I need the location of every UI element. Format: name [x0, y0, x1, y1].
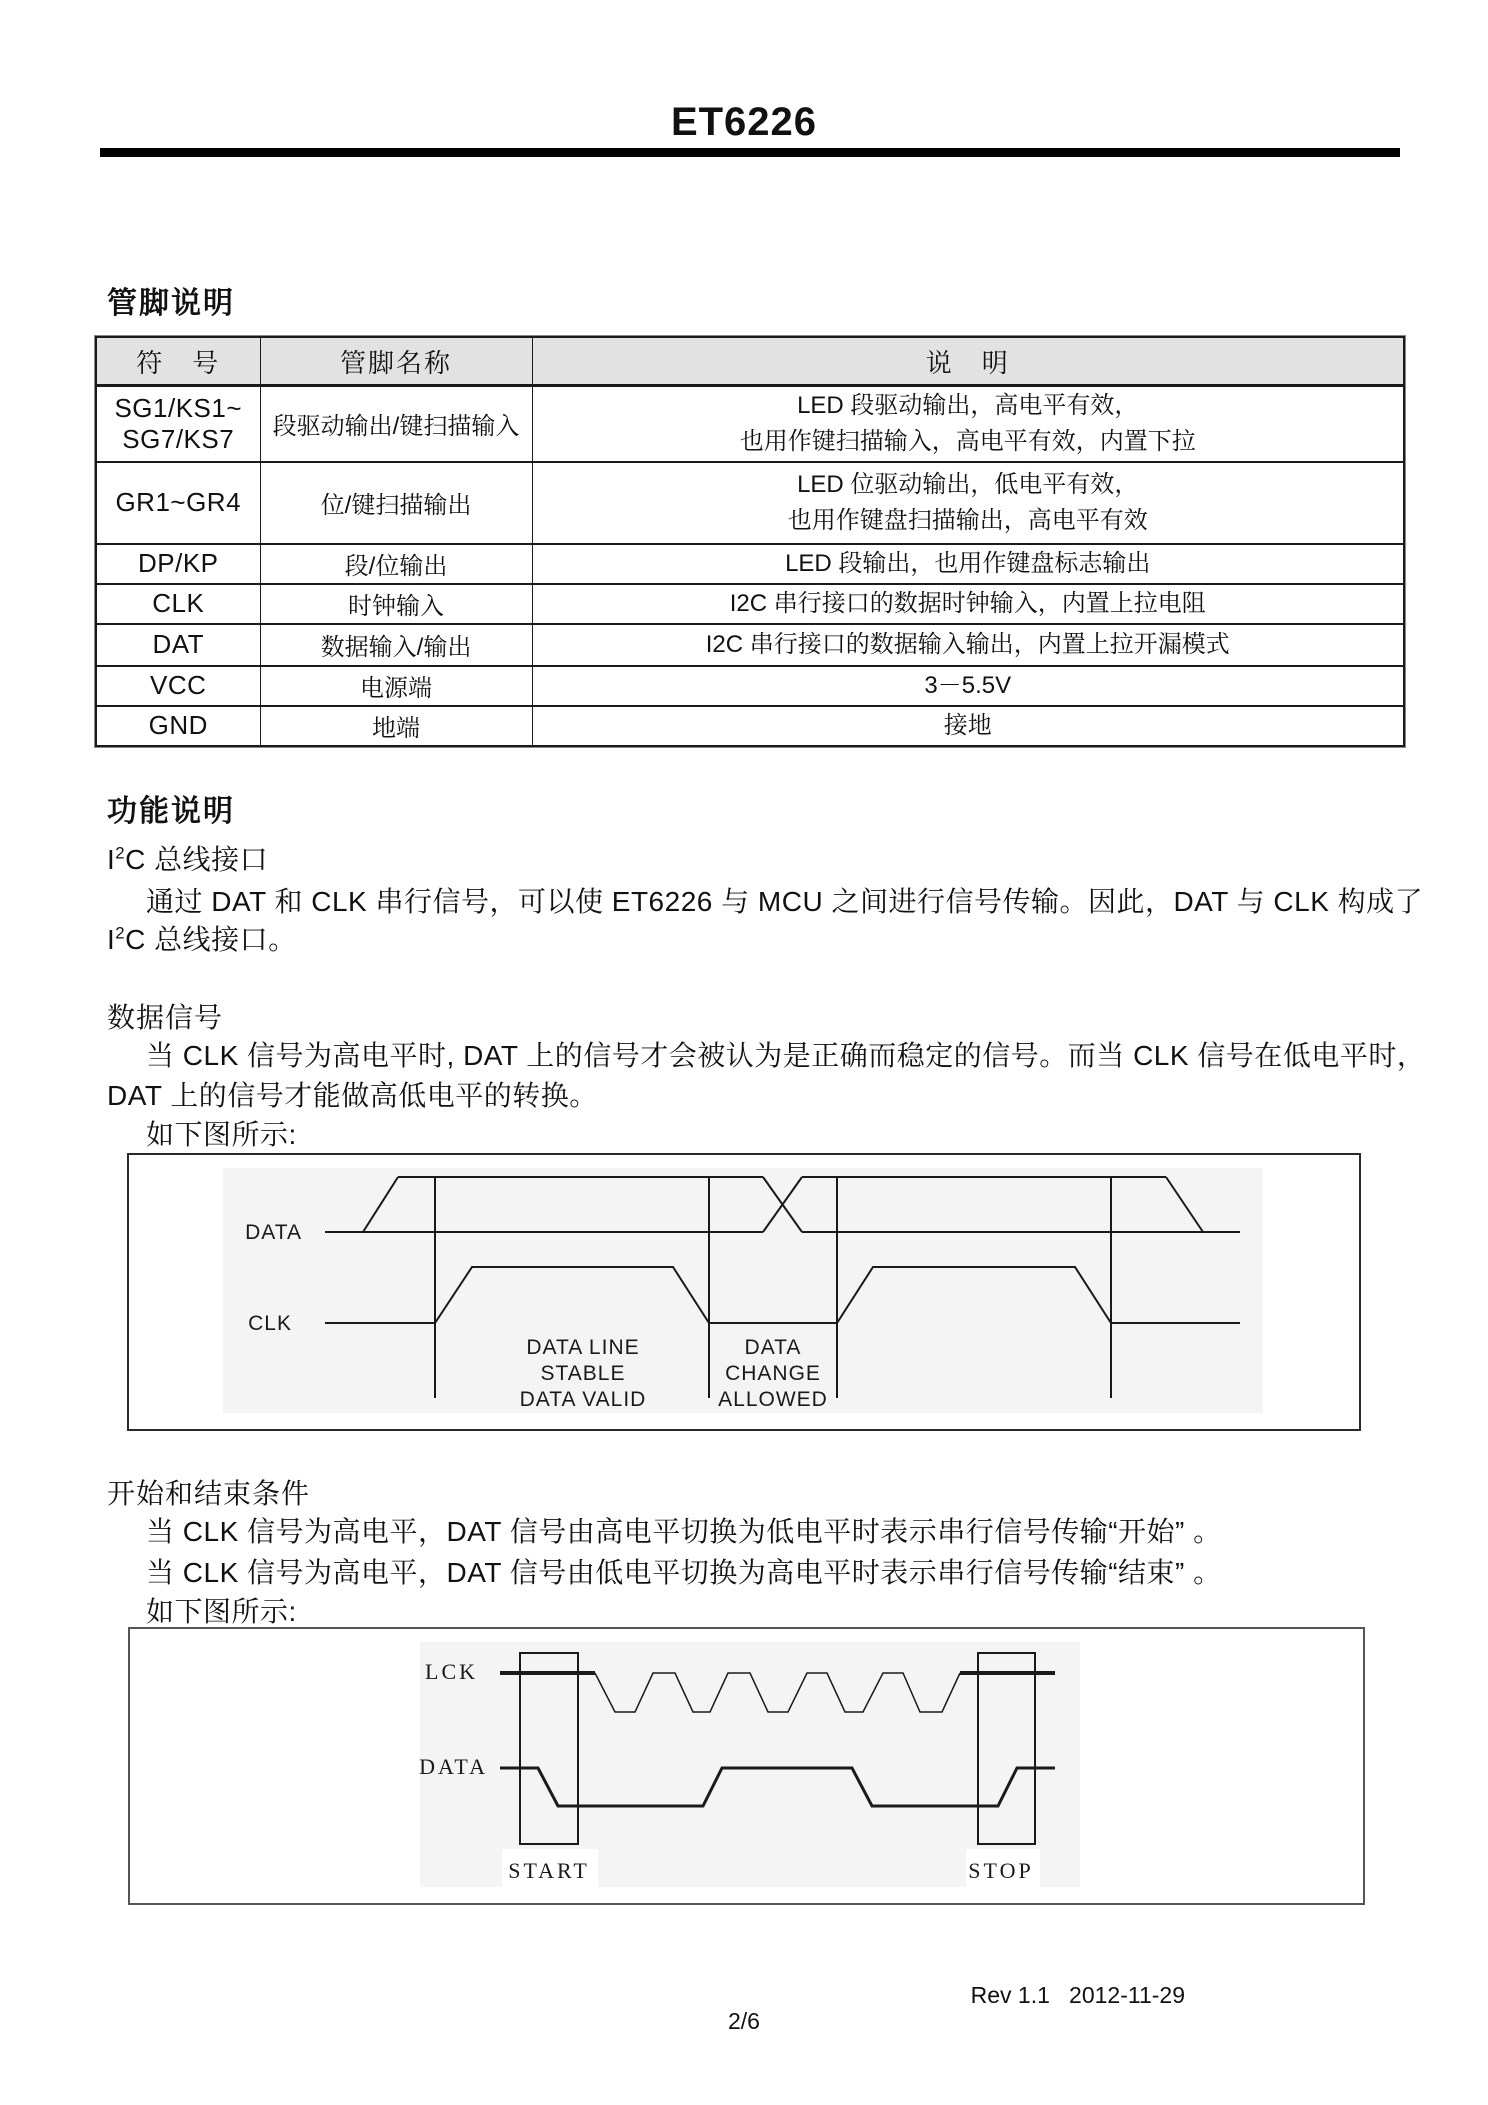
pin-name-cell: 位/键扫描输出	[260, 462, 532, 544]
page-title: ET6226	[670, 100, 818, 144]
title-rule	[100, 148, 1400, 157]
pin-description-table	[95, 336, 1405, 747]
revision-date: 2012-11-29	[1069, 1982, 1185, 2008]
stop-condition-line: 当 CLK 信号为高电平，DAT 信号由低电平切换为高电平时表示串行信号传输“结束” 。	[146, 1557, 1222, 1588]
svg-text:DATA: DATA	[744, 1336, 802, 1359]
table-row	[96, 544, 1404, 584]
data-signal-heading: 数据信号	[107, 1002, 224, 1033]
pin-description-cell: 接地	[532, 706, 1404, 746]
pin-symbol-cell: DP/KP	[96, 544, 260, 584]
lck-signal-label: LCK	[425, 1659, 478, 1684]
pin-description-cell: LED 段输出，也用作键盘标志输出	[532, 544, 1404, 584]
pin-description-cell: I2C 串行接口的数据输入输出，内置上拉开漏模式	[532, 624, 1404, 666]
svg-text:CHANGE: CHANGE	[725, 1362, 821, 1385]
pin-description-cell: I2C 串行接口的数据时钟输入，内置上拉电阻	[532, 584, 1404, 624]
table-row	[96, 386, 1404, 462]
i2c-paragraph-line1: 通过 DAT 和 CLK 串行信号，可以使 ET6226 与 MCU 之间进行信号传输。因此，DAT 与 CLK 构成了	[146, 886, 1424, 917]
pin-name-cell: 时钟输入	[260, 584, 532, 624]
table-row	[96, 706, 1404, 746]
i2c-paragraph-line2: $I^2C$ 总线接口。	[107, 923, 297, 955]
pin-symbol-cell: GR1~GR4	[96, 462, 260, 544]
svg-text:ALLOWED: ALLOWED	[718, 1388, 828, 1411]
pin-name-cell: 数据输入/输出	[260, 624, 532, 666]
figure2-caption: 如下图所示:	[146, 1596, 297, 1627]
svg-text:DATA VALID: DATA VALID	[519, 1388, 647, 1411]
pin-symbol-cell: SG1/KS1~ SG7/KS7	[96, 386, 260, 462]
table-row	[96, 584, 1404, 624]
start-stop-heading: 开始和结束条件	[107, 1478, 311, 1509]
start-condition-line: 当 CLK 信号为高电平，DAT 信号由高电平切换为低电平时表示串行信号传输“开始” 。	[146, 1516, 1222, 1547]
svg-text:DATA LINE: DATA LINE	[526, 1336, 640, 1359]
pin-name-cell: 段驱动输出/键扫描输入	[260, 386, 532, 462]
table-row	[96, 462, 1404, 544]
figure1-caption: 如下图所示:	[146, 1119, 297, 1150]
start-label: START	[508, 1858, 590, 1883]
function-section-heading: 功能说明	[107, 795, 235, 828]
pin-symbol-cell: VCC	[96, 666, 260, 706]
column-header-symbol: 符 号	[96, 337, 260, 386]
pin-section-heading: 管脚说明	[107, 287, 235, 320]
pin-name-cell: 地端	[260, 706, 532, 746]
timing-diagram-start-stop	[128, 1627, 1365, 1905]
column-header-pin-name: 管脚名称	[260, 337, 532, 386]
data-signal-label: DATA	[245, 1221, 302, 1244]
pin-name-cell: 段/位输出	[260, 544, 532, 584]
timing-diagram-data-valid	[127, 1153, 1361, 1431]
column-header-description: 说 明	[532, 337, 1404, 386]
data2-signal-label: DATA	[419, 1754, 488, 1779]
stop-label: STOP	[968, 1858, 1034, 1883]
revision-footer	[900, 1982, 1185, 2009]
svg-text:STABLE: STABLE	[540, 1362, 626, 1385]
revision-label: Rev 1.1	[970, 1982, 1050, 2008]
clk-signal-label: CLK	[248, 1312, 292, 1335]
pin-description-cell: 3－5.5V	[532, 666, 1404, 706]
pin-description-cell: LED 位驱动输出，低电平有效， 也用作键盘扫描输出，高电平有效	[532, 462, 1404, 544]
pin-table-body	[96, 386, 1404, 746]
pin-description-cell: LED 段驱动输出，高电平有效， 也用作键扫描输入，高电平有效，内置下拉	[532, 386, 1404, 462]
pin-symbol-cell: GND	[96, 706, 260, 746]
page-number: 2/6	[728, 2008, 760, 2034]
data-signal-line2: DAT 上的信号才能做高低电平的转换。	[107, 1080, 598, 1111]
table-header-row	[96, 337, 1404, 386]
i2c-subheading: $I^2C$ 总线接口	[107, 843, 269, 875]
table-row	[96, 666, 1404, 706]
pin-name-cell: 电源端	[260, 666, 532, 706]
table-row	[96, 624, 1404, 666]
pin-symbol-cell: DAT	[96, 624, 260, 666]
pin-symbol-cell: CLK	[96, 584, 260, 624]
data-signal-line1: 当 CLK 信号为高电平时, DAT 上的信号才会被认为是正确而稳定的信号。而当 CLK 信号在低电平时，	[146, 1040, 1426, 1071]
